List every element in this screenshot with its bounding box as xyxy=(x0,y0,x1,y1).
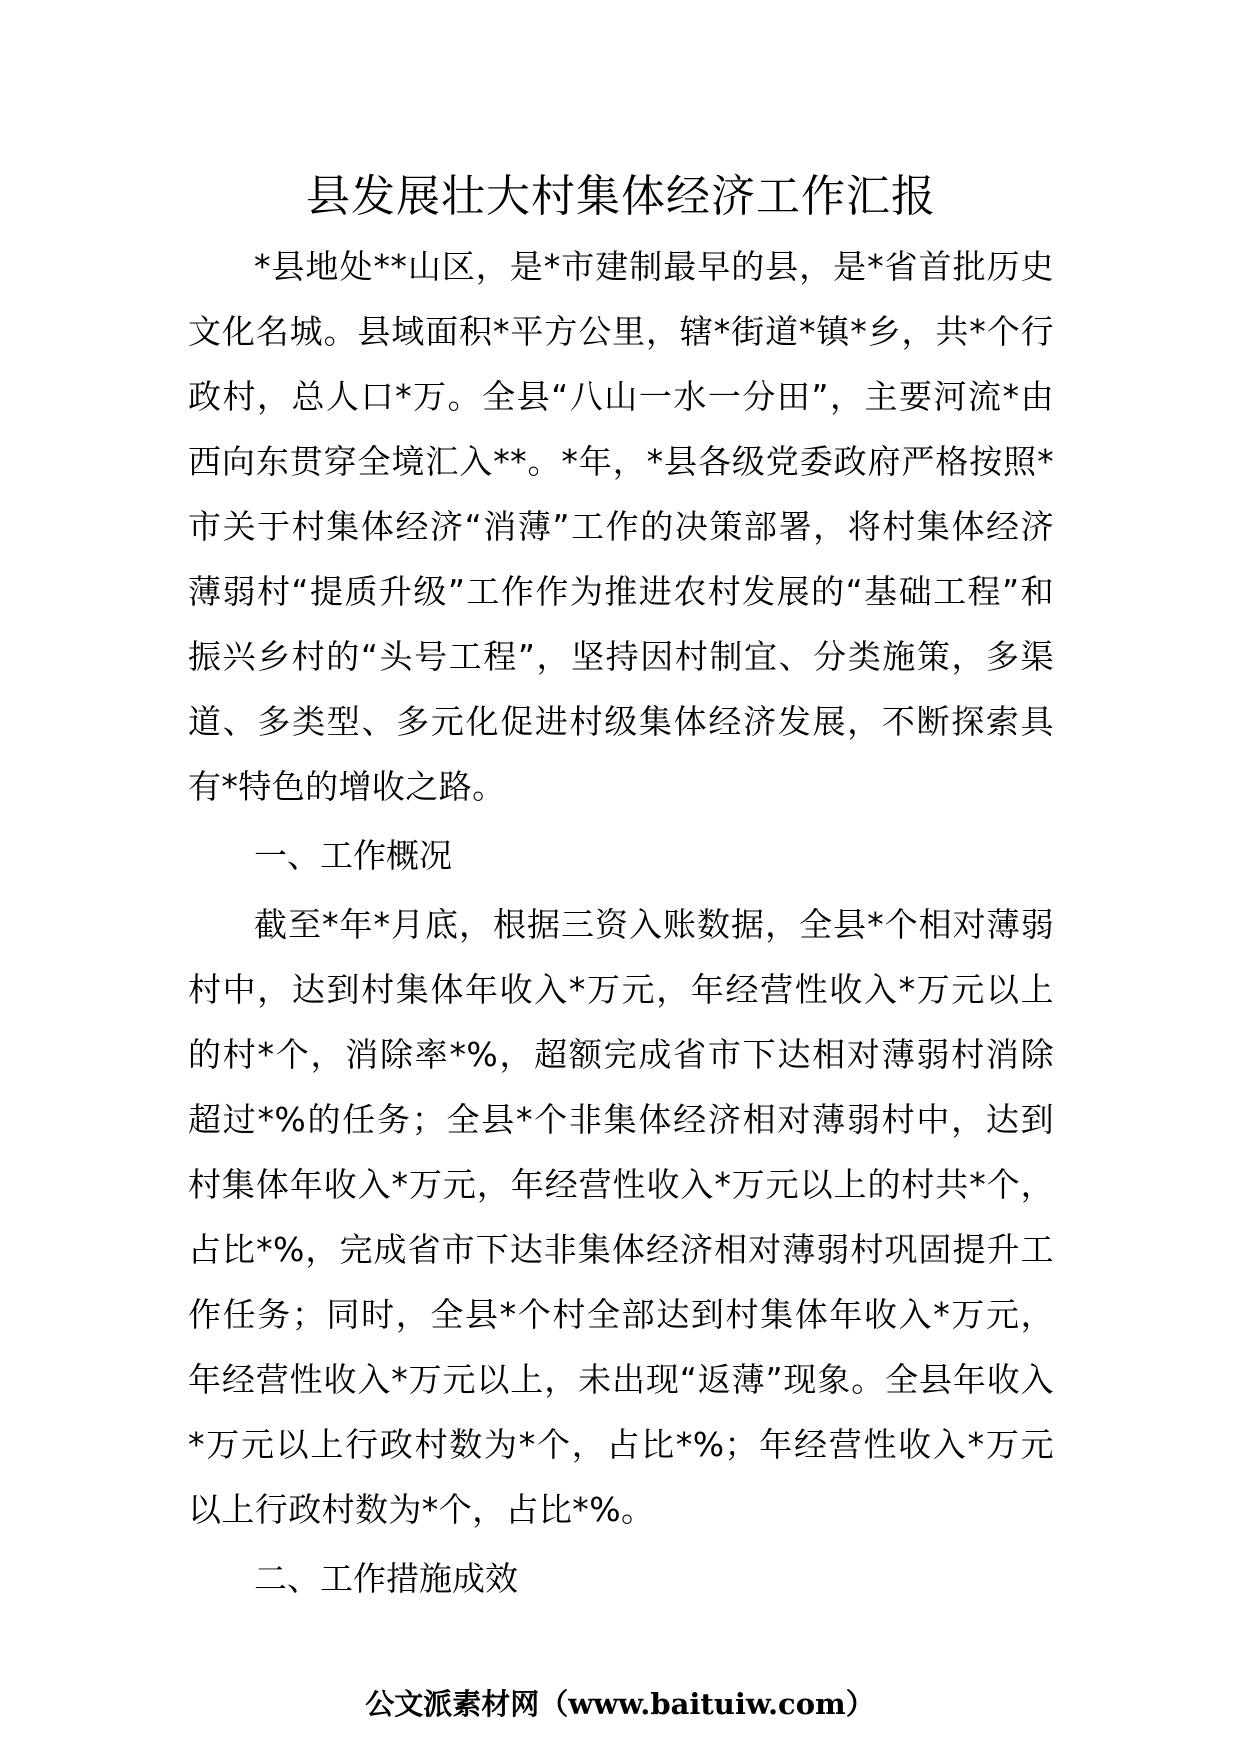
document-body xyxy=(188,160,1054,1611)
overview-paragraph: 截至*年*月底，根据三资入账数据，全县*个相对薄弱村中，达到村集体年收入*万元，年经营性收入*万元以上的村*个，消除率*%，超额完成省市下达相对薄弱村消除超过*%的任务；全县*个非集体经济相对薄弱村中，达到村集体年收入*万元，年经营性收入*万元以上的村共*个，占比*%，完成省市下达非集体经济相对薄弱村巩固提升工作任务；同时，全县*个村全部达到村集体年收入*万元，年经营性收入*万元以上，未出现“返薄”现象。全县年收入*万元以上行政村数为*个，占比*%；年经营性收入*万元以上行政村数为*个，占比*%。 xyxy=(188,905,1054,1529)
document-title: 县发展壮大村集体经济工作汇报 xyxy=(306,171,936,222)
section-heading-overview: 一、工作概况 xyxy=(254,836,452,875)
intro-paragraph: *县地处**山区，是*市建制最早的县，是*省首批历史文化名城。县域面积*平方公里，辖*街道*镇*乡，共*个行政村，总人口*万。全县“八山一水一分田”，主要河流*由西向东贯穿全境汇入**。*年，*县各级党委政府严格按照*市关于村集体经济“消薄”工作的决策部署，将村集体经济薄弱村“提质升级”工作作为推进农村发展的“基础工程”和振兴乡村的“头号工程”，坚持因村制宜、分类施策，多渠道、多类型、多元化促进村级集体经济发展，不断探索具有*特色的增收之路。 xyxy=(188,247,1054,806)
section-heading-measures: 二、工作措施成效 xyxy=(254,1559,518,1598)
footer-watermark: 公文派素材网（www.baituiw.com） xyxy=(365,1687,875,1721)
